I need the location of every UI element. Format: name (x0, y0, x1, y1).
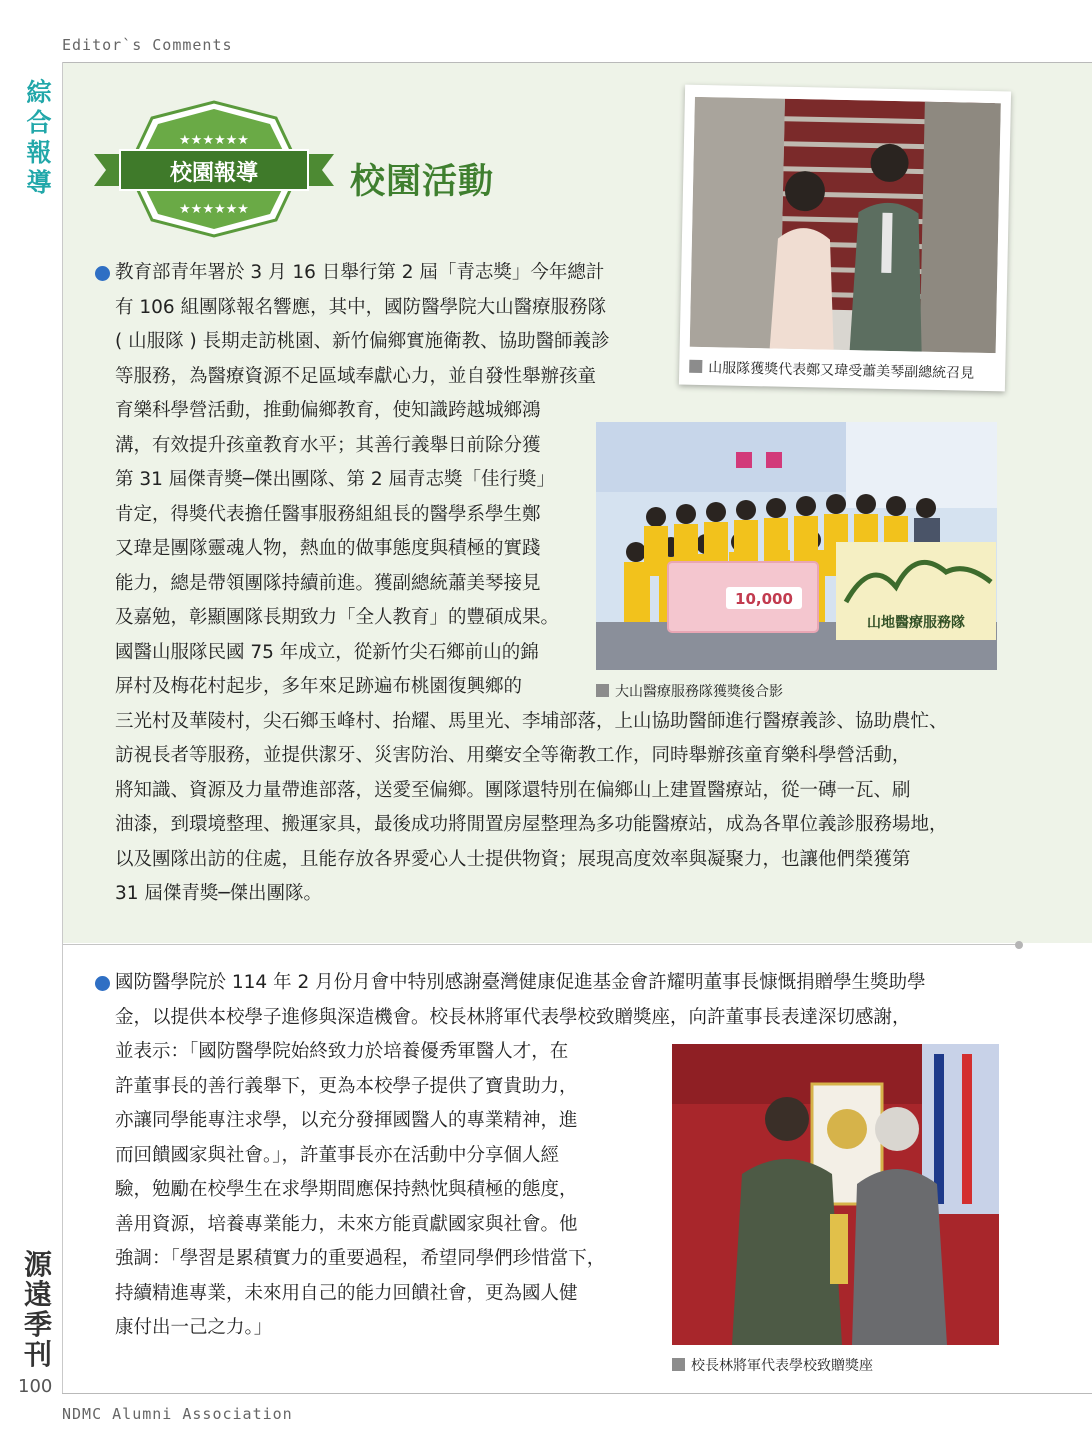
article-line: 驗，勉勵在校學生在求學期間應保持熱忱與積極的態度， (115, 1179, 578, 1200)
badge-label: 校園報導 (169, 161, 259, 186)
article-line: 訪視長者等服務，並提供潔牙、災害防治、用藥安全等衛教工作，同時舉辦孩童育樂科學營活動， (115, 745, 911, 766)
article-line: 善用資源，培養專業能力，未來方能貢獻國家與社會。他 (115, 1213, 578, 1235)
team-banner-text: 山地醫療服務隊 (867, 615, 965, 631)
footer-rule (62, 1393, 1092, 1394)
article-line: 亦讓同學能專注求學，以充分發揮國醫人的專業精神，進 (115, 1110, 578, 1131)
logo-char: 刊 (23, 1338, 52, 1371)
article-line: 有 106 組團隊報名響應，其中，國防醫學院大山醫療服務隊 (115, 296, 607, 318)
article-line: 許董事長的善行義舉下，更為本校學子提供了寶貴助力， (115, 1075, 578, 1097)
article-line: 溝，有效提升孩童教育水平；其善行義舉日前除分獲 (115, 434, 541, 456)
article-line: 國防醫學院於 114 年 2 月份月會中特別感謝臺灣健康促進基金會許耀明董事長慷慨捐贈學生獎助學 (115, 972, 926, 993)
logo-char: 源 (23, 1248, 52, 1281)
running-footer: NDMC Alumni Association (62, 1405, 293, 1423)
page-number: 100 (18, 1376, 53, 1397)
award-photo (672, 1044, 999, 1345)
section-separator (63, 944, 1019, 945)
article-line: 屏村及梅花村起步，多年來足跡遍布桃園復興鄉的 (115, 676, 523, 697)
badge-stars-top: ★★★★★★ (179, 133, 249, 148)
article-line: 三光村及華陵村，尖石鄉玉峰村、抬耀、馬里光、李埔部落，上山協助醫師進行醫療義診、協助農忙、 (115, 710, 948, 732)
article-line: 持續精進專業，未來用自己的能力回饋社會，更為國人健 (115, 1282, 578, 1304)
article-line: 等服務，為醫療資源不足區域奉獻心力，並自發性舉辦孩童 (115, 365, 597, 387)
section-side-title (22, 78, 56, 198)
separator-dot (1015, 941, 1023, 949)
logo-char: 季 (23, 1308, 52, 1341)
article-bullet (95, 976, 110, 991)
article-line: 育樂科學營活動，推動偏鄉教育，使知識跨越城鄉鴻 (115, 400, 541, 421)
article-line: 金，以提供本校學子進修與深造機會。校長林將軍代表學校致贈獎座，向許董事長表達深切感謝， (115, 1006, 911, 1028)
award-caption-text: 校長林將軍代表學校致贈獎座 (691, 1358, 873, 1374)
article-bullet (95, 266, 110, 281)
article-line: 第 31 屆傑青獎─傑出團隊、第 2 屆青志獎「佳行獎」 (115, 469, 555, 490)
article-line: 將知識、資源及力量帶進部落，送愛至偏鄉。團隊還特別在偏鄉山上建置醫療站，從一磚一瓦、刷 (115, 779, 911, 801)
side-title-char: 導 (26, 168, 52, 197)
side-title-char: 合 (26, 108, 52, 137)
vp-meeting-caption-text: 山服隊獲獎代表鄭又瑋受蕭美琴副總統召見 (708, 360, 975, 382)
article-line: 肯定，得獎代表擔任醫事服務組組長的醫學系學生鄭 (115, 503, 541, 525)
running-header: Editor`s Comments (62, 36, 233, 54)
side-title-char: 報 (26, 138, 52, 167)
article-line: 能力，總是帶領團隊持續前進。獲副總統蕭美琴接見 (115, 572, 541, 594)
team-caption-text: 大山醫療服務隊獲獎後合影 (615, 684, 783, 700)
article-1-body-top (115, 256, 948, 912)
check-amount: 10,000 (735, 590, 793, 608)
section-badge (92, 100, 336, 238)
article-line: ( 山服隊 ) 長期走訪桃園、新竹偏鄉實施衛教、協助醫師義診 (115, 331, 610, 352)
award-caption (672, 1355, 873, 1375)
caption-marker (672, 1358, 685, 1371)
article-line: 教育部青年署於 3 月 16 日舉行第 2 屆「青志獎」今年總計 (115, 262, 605, 283)
side-title-char: 綜 (26, 78, 52, 107)
article-line: 以及團隊出訪的住處，且能存放各界愛心人士提供物資；展現高度效率與凝聚力，也讓他們榮獲第 (115, 848, 911, 870)
article-line: 及嘉勉，彰顯團隊長期致力「全人教育」的豐碩成果。 (115, 607, 560, 628)
article-line: 31 屆傑青獎─傑出團隊。 (115, 883, 323, 904)
article-line: 並表示：「國防醫學院始終致力於培養優秀軍醫人才，在 (115, 1041, 569, 1062)
badge-stars-bottom: ★★★★★★ (179, 202, 249, 217)
magazine-logo (20, 1250, 56, 1370)
article-line: 康付出一己之力。」 (115, 1317, 273, 1338)
section-title: 校園活動 (350, 162, 495, 202)
logo-char: 遠 (23, 1278, 52, 1311)
article-line: 強調：「學習是累積實力的重要過程，希望同學們珍惜當下， (115, 1248, 606, 1269)
article-line: 又瑋是團隊靈魂人物，熱血的做事態度與積極的實踐 (115, 538, 541, 559)
article-line: 油漆，到環境整理、搬運家具，最後成功將閒置房屋整理為多功能醫療站，成為各單位義診服務場地， (115, 814, 948, 835)
article-line: 而回饋國家與社會。」，許董事長亦在活動中分享個人經 (115, 1144, 560, 1166)
article-line: 國醫山服隊民國 75 年成立，從新竹尖石鄉前山的錦 (115, 641, 539, 663)
